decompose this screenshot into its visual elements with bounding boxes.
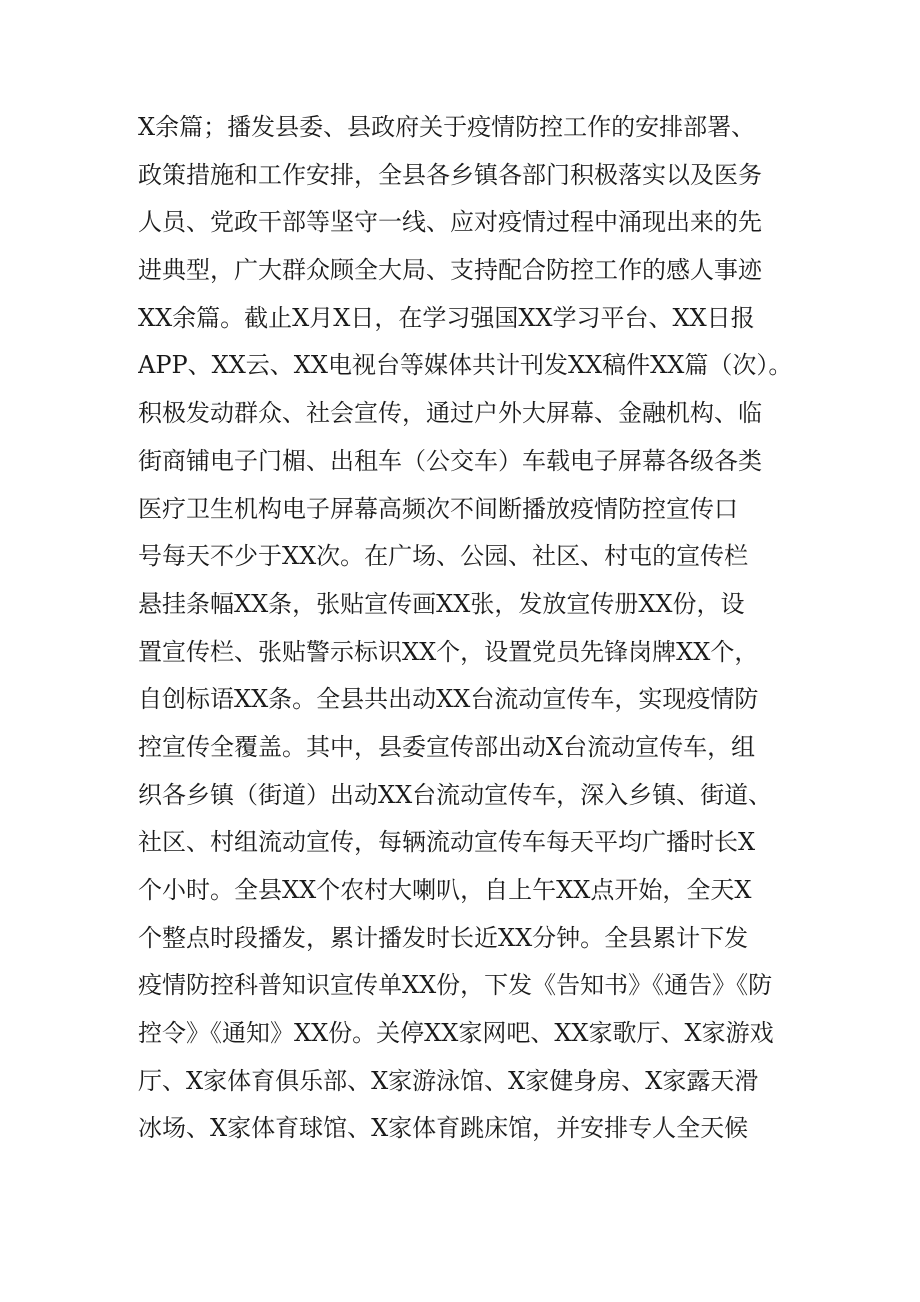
text-line: APP、XX云、XX电视台等媒体共计刊发XX稿件XX篇（次）。 bbox=[138, 351, 793, 380]
text-line: 积极发动群众、社会宣传，通过户外大屏幕、金融机构、临 bbox=[138, 399, 762, 428]
text-line: 街商铺电子门楣、出租车（公交车）车载电子屏幕各级各类 bbox=[138, 446, 762, 475]
text-line: 织各乡镇（街道）出动XX台流动宣传车，深入乡镇、街道、 bbox=[138, 780, 773, 809]
text-line: 政策措施和工作安排，全县各乡镇各部门积极落实以及医务 bbox=[138, 160, 762, 189]
text-line: 厅、X家体育俱乐部、X家游泳馆、X家健身房、X家露天滑 bbox=[138, 1066, 759, 1095]
text-line: 置宣传栏、张贴警示标识XX个，设置党员先锋岗牌XX个， bbox=[138, 637, 759, 666]
text-line: 社区、村组流动宣传，每辆流动宣传车每天平均广播时长X bbox=[138, 828, 756, 857]
text-line: 悬挂条幅XX条，张贴宣传画XX张，发放宣传册XX份，设 bbox=[138, 589, 745, 618]
text-line: 个小时。全县XX个农村大喇叭，自上午XX点开始，全天X bbox=[138, 876, 752, 904]
text-line: 控宣传全覆盖。其中，县委宣传部出动X台流动宣传车，组 bbox=[138, 732, 756, 761]
text-line: 号每天不少于XX次。在广场、公园、社区、村屯的宣传栏 bbox=[138, 542, 749, 571]
text-line: 进典型，广大群众顾全大局、支持配合防控工作的感人事迹 bbox=[138, 256, 762, 285]
body-text bbox=[138, 104, 798, 1153]
text-line: XX余篇。截止X月X日，在学习强国XX学习平台、XX日报 bbox=[138, 303, 755, 332]
text-line: 控令》《通知》XX份。关停XX家网吧、XX家歌厅、X家游戏 bbox=[138, 1019, 774, 1048]
text-line: 人员、党政干部等坚守一线、应对疫情过程中涌现出来的先 bbox=[138, 208, 762, 237]
text-line: 医疗卫生机构电子屏幕高频次不间断播放疫情防控宣传口 bbox=[138, 494, 738, 523]
text-line: 自创标语XX条。全县共出动XX台流动宣传车，实现疫情防 bbox=[138, 685, 759, 714]
text-line: 疫情防控科普知识宣传单XX份，下发《告知书》《通告》《防 bbox=[138, 971, 773, 1000]
text-line: X余篇；播发县委、县政府关于疫情防控工作的安排部署、 bbox=[138, 113, 756, 141]
text-line: 个整点时段播发，累计播发时长近XX分钟。全县累计下发 bbox=[138, 923, 749, 952]
text-line: 冰场、X家体育球馆、X家体育跳床馆，并安排专人全天候 bbox=[138, 1114, 749, 1143]
